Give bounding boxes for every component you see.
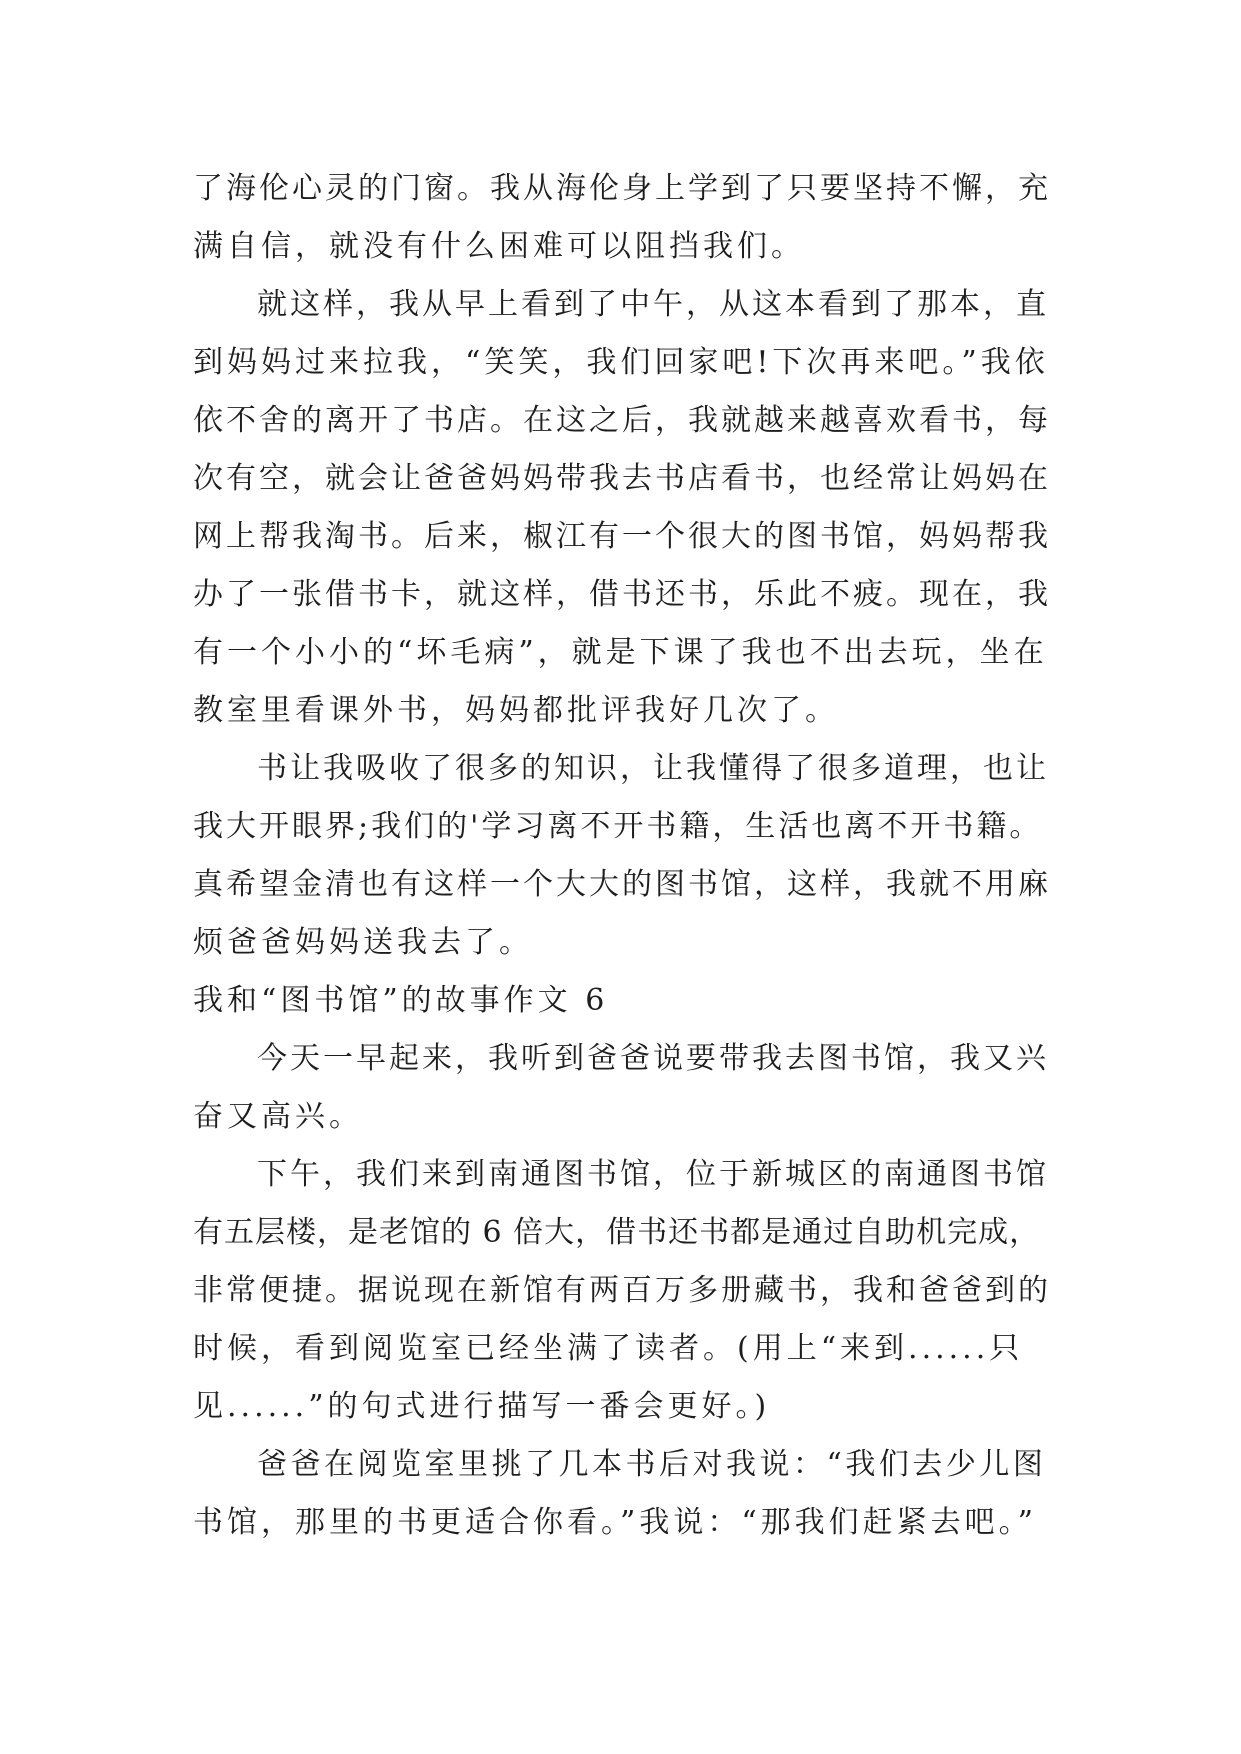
document-body bbox=[193, 160, 1053, 1552]
text-line: 我大开眼界;我们的'学习离不开书籍，生活也离不开书籍。 bbox=[193, 809, 1043, 844]
text-line: 教室里看课外书，妈妈都批评我好几次了。 bbox=[193, 693, 839, 728]
text-line: 就这样，我从早上看到了中午，从这本看到了那本，直 bbox=[257, 287, 1049, 322]
text-line: 真希望金清也有这样一个大大的图书馆，这样，我就不用麻 bbox=[193, 867, 1051, 902]
text-line: 有五层楼，是老馆的 6 倍大，借书还书都是通过自助机完成， bbox=[193, 1215, 1041, 1250]
text-line: 书让我吸收了很多的知识，让我懂得了很多道理，也让 bbox=[257, 751, 1049, 786]
text-line: 次有空，就会让爸爸妈妈带我去书店看书，也经常让妈妈在 bbox=[193, 461, 1051, 496]
text-line: 到妈妈过来拉我，“笑笑，我们回家吧!下次再来吧。”我依 bbox=[193, 345, 1049, 380]
text-line: 网上帮我淘书。后来，椒江有一个很大的图书馆，妈妈帮我 bbox=[193, 519, 1051, 554]
text-line: 下午，我们来到南通图书馆，位于新城区的南通图书馆 bbox=[257, 1157, 1049, 1192]
text-line: 办了一张借书卡，就这样，借书还书，乐此不疲。现在，我 bbox=[193, 577, 1051, 612]
text-line: 了海伦心灵的门窗。我从海伦身上学到了只要坚持不懈，充 bbox=[193, 171, 1051, 206]
text-line: 爸爸在阅览室里挑了几本书后对我说：“我们去少儿图 bbox=[257, 1447, 1047, 1482]
text-line: 满自信，就没有什么困难可以阻挡我们。 bbox=[193, 229, 805, 264]
section-heading: 我和“图书馆”的故事作文 6 bbox=[193, 983, 609, 1018]
text-line: 今天一早起来，我听到爸爸说要带我去图书馆，我又兴 bbox=[257, 1041, 1049, 1076]
text-line: 奋又高兴。 bbox=[193, 1099, 363, 1134]
text-line: 非常便捷。据说现在新馆有两百万多册藏书，我和爸爸到的 bbox=[193, 1273, 1051, 1308]
text-line: 依不舍的离开了书店。在这之后，我就越来越喜欢看书，每 bbox=[193, 403, 1051, 438]
text-line: 见......”的句式进行描写一番会更好。) bbox=[193, 1389, 771, 1424]
text-line: 书馆，那里的书更适合你看。”我说：“那我们赶紧去吧。” bbox=[193, 1505, 1038, 1540]
text-line: 烦爸爸妈妈送我去了。 bbox=[193, 925, 533, 960]
text-line: 有一个小小的“坏毛病”，就是下课了我也不出去玩，坐在 bbox=[193, 635, 1048, 670]
text-line: 时候，看到阅览室已经坐满了读者。(用上“来到......只 bbox=[193, 1331, 1024, 1366]
